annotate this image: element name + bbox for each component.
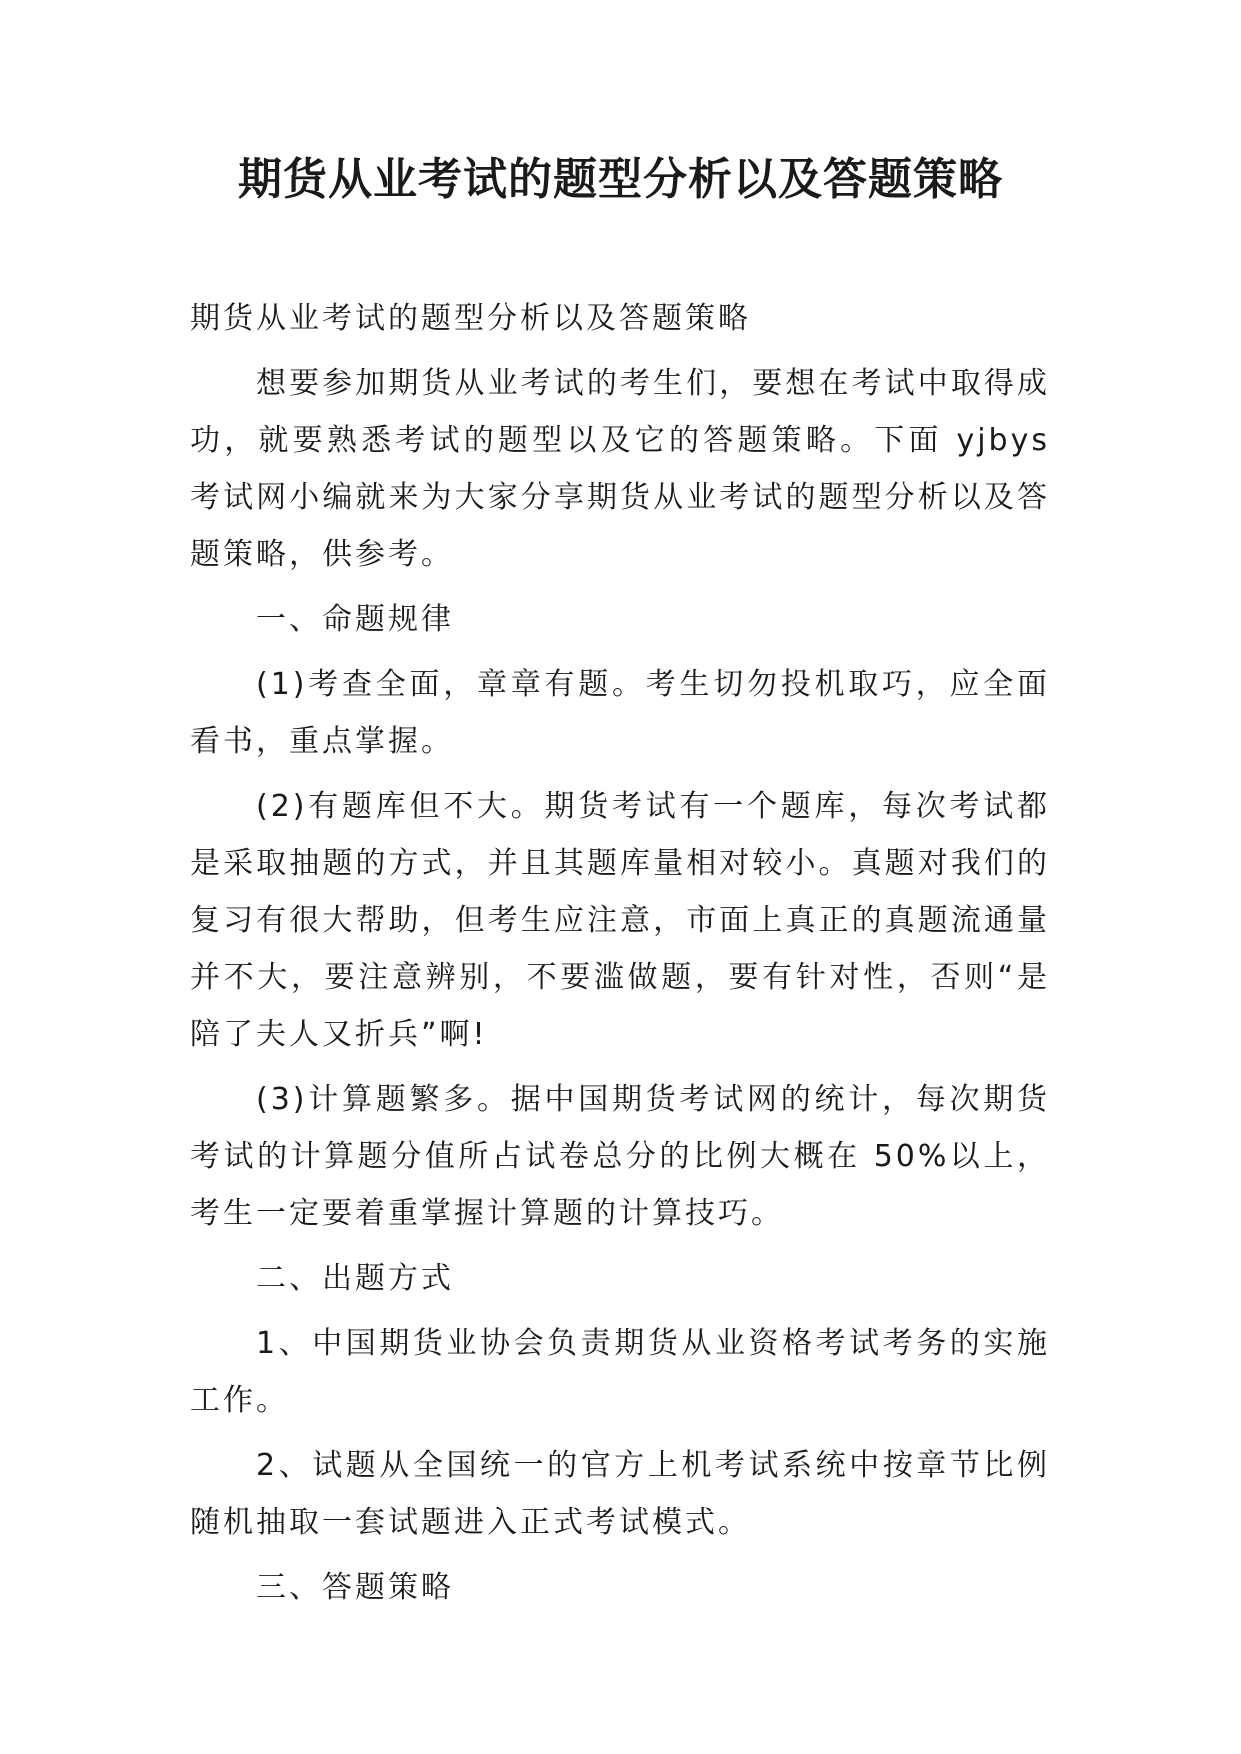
paragraph-rule-1: (1)考查全面，章章有题。考生切勿投机取巧，应全面看书，重点掌握。	[190, 667, 1050, 759]
paragraph-rule-3: (3)计算题繁多。据中国期货考试网的统计，每次期货考试的计算题分值所占试卷总分的比例大概在 50%以上，考生一定要着重掌握计算题的计算技巧。	[190, 1082, 1050, 1231]
section-heading-1: 一、命题规律	[256, 602, 454, 637]
paragraph-intro: 想要参加期货从业考试的考生们，要想在考试中取得成功，就要熟悉考试的题型以及它的答题策略。下面 yjbys 考试网小编就来为大家分享期货从业考试的题型分析以及答题策略，供参考。	[190, 366, 1050, 572]
paragraph-subtitle: 期货从业考试的题型分析以及答题策略	[190, 301, 751, 336]
document-body	[190, 290, 1050, 1624]
paragraph-rule-2: (2)有题库但不大。期货考试有一个题库，每次考试都是采取抽题的方式，并且其题库量相对较小。真题对我们的复习有很大帮助，但考生应注意，市面上真正的真题流通量并不大，要注意辨别，不要滥做题，要有针对性，否则“是陪了夫人又折兵”啊!	[190, 789, 1050, 1052]
paragraph-method-1: 1、中国期货业协会负责期货从业资格考试考务的实施工作。	[190, 1326, 1050, 1418]
section-heading-2: 二、出题方式	[256, 1261, 454, 1296]
section-heading-3: 三、答题策略	[256, 1570, 454, 1605]
paragraph-method-2: 2、试题从全国统一的官方上机考试系统中按章节比例随机抽取一套试题进入正式考试模式。	[190, 1448, 1050, 1540]
document-title: 期货从业考试的题型分析以及答题策略	[238, 154, 1003, 205]
